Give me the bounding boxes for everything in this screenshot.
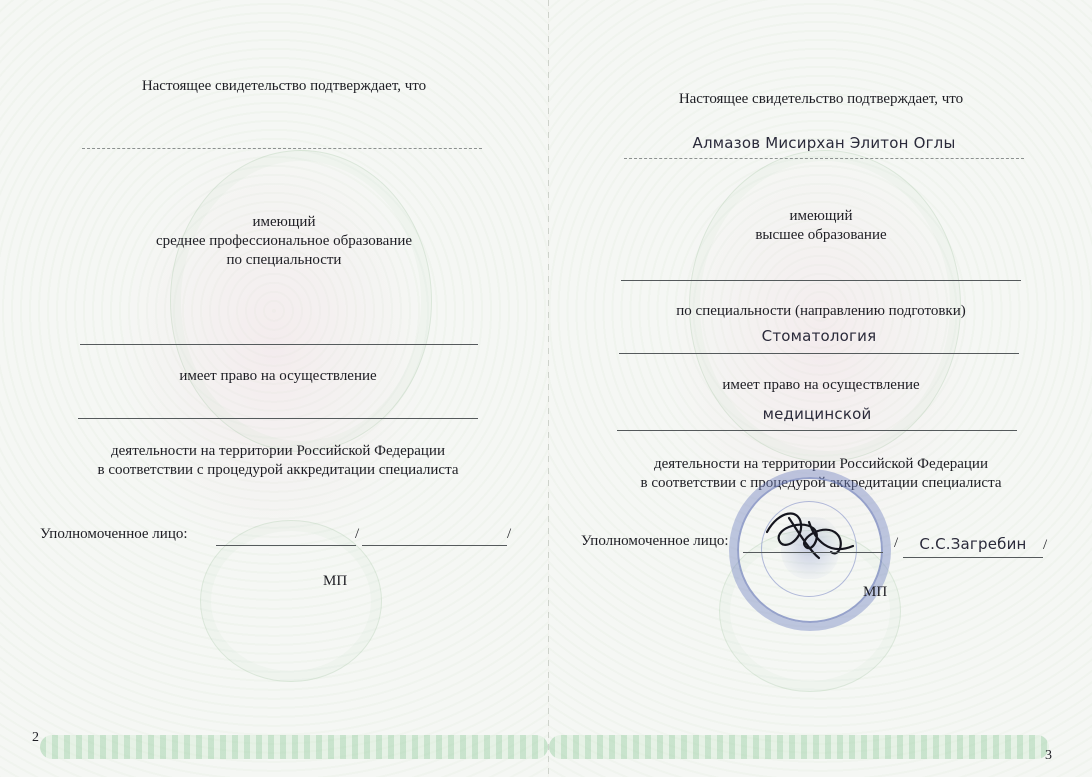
specialty-label: по специальности (направлению подготовки) — [676, 303, 966, 319]
territory-text: деятельности на территории Российской Федерации — [654, 456, 988, 472]
signature-line — [743, 552, 883, 553]
accreditation-text: в соответствии с процедурой аккредитации специалиста — [97, 462, 459, 478]
seal-label: МП — [323, 573, 348, 589]
signatory-name: С.С.Загребин — [919, 535, 1027, 553]
guilloche-border — [40, 735, 548, 759]
signature-slash-2: / — [507, 526, 512, 542]
seal-label: МП — [863, 584, 888, 600]
education-line — [621, 280, 1021, 281]
signature-icon — [749, 500, 879, 570]
right-to-text: имеет право на осуществление — [179, 368, 377, 384]
accreditation-text: в соответствии с процедурой аккредитации специалиста — [640, 475, 1002, 491]
right-page — [549, 0, 1092, 777]
guilloche-border — [549, 735, 1049, 759]
territory-text: деятельности на территории Российской Федерации — [111, 443, 445, 459]
page-number: 3 — [1045, 748, 1052, 763]
specialty-line — [619, 353, 1019, 354]
signature-line — [216, 545, 356, 546]
signature-label: Уполномоченное лицо: — [581, 533, 729, 549]
having-text: имеющий — [252, 214, 316, 230]
signature-slash-1: / — [894, 535, 899, 551]
having-text: имеющий — [789, 208, 853, 224]
name-signature-line — [903, 557, 1043, 558]
signature-slash-1: / — [355, 526, 360, 542]
specialty-label: по специальности — [226, 252, 342, 268]
activity-value: медицинской — [762, 405, 872, 423]
name-signature-line — [362, 545, 507, 546]
specialty-value: Стоматология — [761, 327, 877, 345]
signature-label: Уполномоченное лицо: — [40, 526, 188, 542]
holder-name: Алмазов Мисирхан Элитон Оглы — [692, 134, 956, 152]
signature-slash-2: / — [1043, 537, 1048, 553]
right-to-text: имеет право на осуществление — [722, 377, 920, 393]
education-text: высшее образование — [755, 227, 887, 243]
page-number: 2 — [32, 730, 39, 745]
name-line — [82, 148, 482, 149]
activity-line — [617, 430, 1017, 431]
activity-line — [78, 418, 478, 419]
specialty-line — [80, 344, 478, 345]
name-line — [624, 158, 1024, 159]
education-text: среднее профессиональное образование — [155, 233, 413, 249]
watermark-emblem — [170, 150, 432, 452]
intro-text: Настоящее свидетельство подтверждает, что — [141, 78, 427, 94]
intro-text: Настоящее свидетельство подтверждает, что — [678, 91, 964, 107]
